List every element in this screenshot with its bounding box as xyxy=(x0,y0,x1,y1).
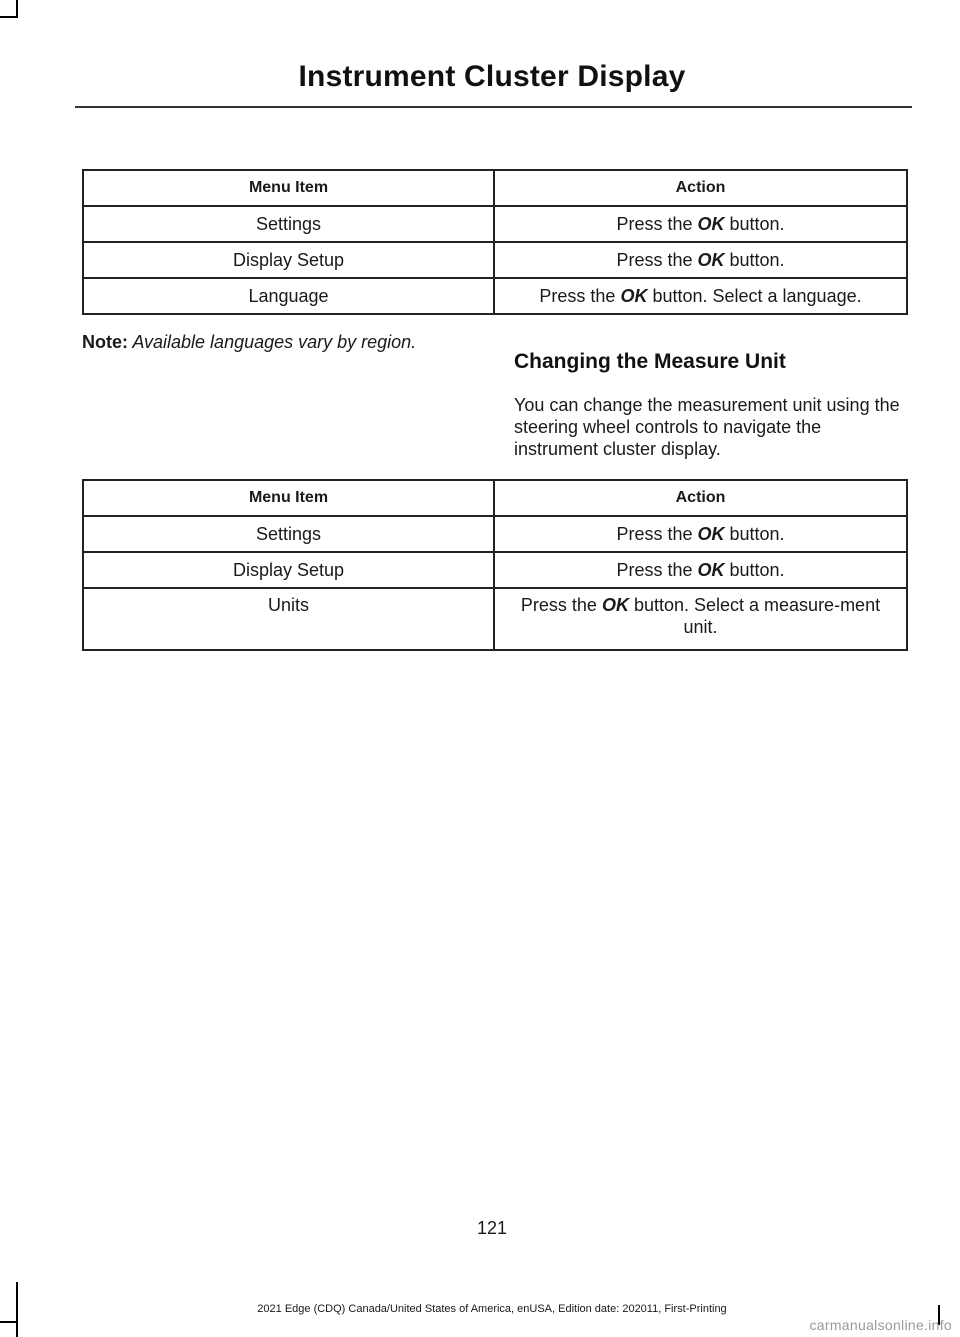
section-body: You can change the measurement unit using the steering wheel controls to navigate the instrument cluster display. xyxy=(514,395,900,459)
action-text: button. Select a measure-ment unit. xyxy=(628,595,881,637)
note-body: Available languages vary by region. xyxy=(128,332,417,352)
menu-item-cell: Units xyxy=(83,588,494,650)
header-rule xyxy=(75,106,912,108)
column-header-action: Action xyxy=(494,170,907,206)
page-title: Instrument Cluster Display xyxy=(298,60,686,93)
action-text: button. xyxy=(724,250,785,270)
menu-item-cell: Settings xyxy=(83,206,494,242)
action-cell xyxy=(494,278,907,314)
units-table xyxy=(82,479,908,651)
ok-label: OK xyxy=(697,524,725,544)
action-text: button. xyxy=(724,214,785,234)
column-header-action: Action xyxy=(494,480,907,516)
ok-label: OK xyxy=(697,560,725,580)
table-row xyxy=(83,516,907,552)
action-cell xyxy=(494,588,907,650)
language-table xyxy=(82,169,908,315)
ok-label: OK xyxy=(697,214,725,234)
menu-item-cell: Language xyxy=(83,278,494,314)
action-text: button. Select a language. xyxy=(647,286,862,306)
action-text: Press the xyxy=(616,560,698,580)
action-text: button. xyxy=(724,524,785,544)
page-number: 121 xyxy=(476,1218,508,1238)
action-text: Press the xyxy=(616,524,698,544)
action-text: Press the xyxy=(539,286,621,306)
table-header-row xyxy=(83,170,907,206)
ok-label: OK xyxy=(601,595,629,615)
table-row xyxy=(83,552,907,588)
watermark: carmanualsonline.info xyxy=(809,1317,952,1333)
table-row xyxy=(83,278,907,314)
ok-label: OK xyxy=(620,286,648,306)
action-cell xyxy=(494,516,907,552)
note-label: Note: xyxy=(82,332,128,352)
action-cell xyxy=(494,206,907,242)
table-row xyxy=(83,206,907,242)
section-heading: Changing the Measure Unit xyxy=(514,350,786,373)
action-text: button. xyxy=(724,560,785,580)
table-header-row xyxy=(83,480,907,516)
crop-mark xyxy=(0,16,18,18)
ok-label: OK xyxy=(697,250,725,270)
column-header-menu-item: Menu Item xyxy=(83,480,494,516)
crop-mark xyxy=(0,1321,18,1323)
note-text xyxy=(82,332,502,353)
menu-item-cell: Settings xyxy=(83,516,494,552)
action-text: Press the xyxy=(616,214,698,234)
column-header-menu-item: Menu Item xyxy=(83,170,494,206)
action-cell xyxy=(494,242,907,278)
action-text: Press the xyxy=(616,250,698,270)
menu-item-cell: Display Setup xyxy=(83,242,494,278)
menu-item-cell: Display Setup xyxy=(83,552,494,588)
action-cell xyxy=(494,552,907,588)
footer-text: 2021 Edge (CDQ) Canada/United States of America, enUSA, Edition date: 202011, First-Printing xyxy=(257,1303,727,1315)
action-text: Press the xyxy=(520,595,602,615)
table-row xyxy=(83,242,907,278)
table-row xyxy=(83,588,907,650)
